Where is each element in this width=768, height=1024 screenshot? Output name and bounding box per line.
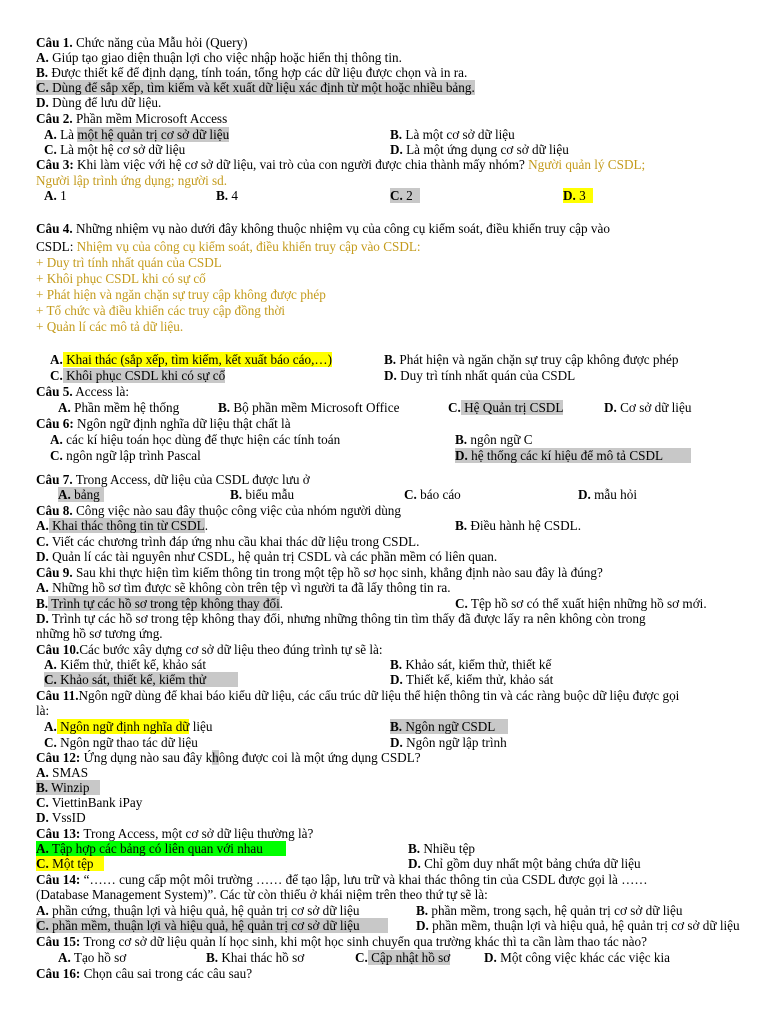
answer-option: C. ngôn ngữ lập trình Pascal: [50, 448, 201, 463]
question-9: [36, 565, 603, 580]
answer-option: D. Trình tự các hồ sơ trong tệp không thay đổi, nhưng những thông tin tìm thấy đã được lấy ra nên không còn trong: [36, 611, 646, 626]
answer-option: C. Cập nhật hồ sơ: [355, 950, 451, 965]
question-number: Câu 1.: [36, 35, 73, 50]
answer-option: D. mẫu hỏi: [578, 487, 637, 502]
question-number: Câu 11.: [36, 688, 79, 703]
question-4: [36, 221, 610, 236]
question-text: Chọn câu sai trong các câu sau?: [80, 966, 253, 981]
question-7: [36, 472, 310, 487]
answer-option: D. Cơ sở dữ liệu: [604, 400, 692, 415]
answer-option: C. Khôi phục CSDL khi có sự cố: [50, 368, 226, 383]
answer-option: A. Là một hệ quản trị cơ sở dữ liệu: [44, 127, 230, 142]
answer-option: A. Khai thác thông tin từ CSDL.: [36, 518, 208, 533]
note-item: + Duy trì tính nhất quán của CSDL: [36, 255, 222, 270]
answer-option-highlighted: C. Dùng để sắp xếp, tìm kiếm và kết xuất dữ liệu xác định từ một hoặc nhiều bảng.: [36, 80, 475, 95]
answer-option: B. Được thiết kế để định dạng, tính toán, tổng hợp các dữ liệu được chọn và in ra.: [36, 65, 468, 80]
question-number: Câu 10.: [36, 642, 80, 657]
question-text: Công việc nào sau đây thuộc công việc của nhóm người dùng: [72, 503, 401, 518]
answer-option: B. Khảo sát, kiểm thử, thiết kế: [390, 657, 552, 672]
answer-note: Người quản lý CSDL;: [528, 157, 646, 172]
question-number: Câu 13:: [36, 826, 81, 841]
answer-option: A. Những hồ sơ tìm được sẽ không còn trên tệp vì người ta đã lấy thông tin ra.: [36, 580, 451, 595]
question-number: Câu 7.: [36, 472, 73, 487]
answer-option-highlighted: C. Một tệp: [36, 856, 104, 871]
answer-option: A. phần cứng, thuận lợi và hiệu quả, hệ quản trị cơ sở dữ liệu: [36, 903, 360, 918]
answer-option-correct: A. Khai thác (sắp xếp, tìm kiếm, kết xuất báo cáo,…): [50, 352, 332, 367]
answer-option: A. SMAS: [36, 765, 89, 780]
answer-option: A. Tạo hồ sơ: [58, 950, 127, 965]
question-text: Phần mềm Microsoft Access: [72, 111, 228, 126]
answer-option: B. Nhiều tệp: [408, 841, 476, 856]
answer-option: A. Phần mềm hệ thống: [58, 400, 180, 415]
question-number: Câu 2.: [36, 111, 73, 126]
question-number: Câu 6:: [36, 416, 74, 431]
question-number: Câu 8.: [36, 503, 73, 518]
answer-option: D. Thiết kế, kiểm thử, khảo sát: [390, 672, 554, 687]
question-text: Access là:: [72, 384, 130, 399]
answer-option: B. biểu mẫu: [230, 487, 295, 502]
answer-note: Nhiệm vụ của công cụ kiểm soát, điều khiển truy cập vào CSDL:: [76, 239, 421, 254]
answer-option: A. Giúp tạo giao diện thuận lợi cho việc nhập hoặc hiển thị thông tin.: [36, 50, 402, 65]
answer-option-highlighted: C. phần mềm, thuận lợi và hiệu quả, hệ quản trị cơ sở dữ liệu: [36, 918, 388, 933]
question-text: Các bước xây dựng cơ sở dữ liệu theo đúng trình tự sẽ là:: [79, 642, 383, 657]
answer-option-correct: A. Tập hợp các bảng có liên quan với nhau: [36, 841, 286, 856]
answer-option: D. Một công việc khác các việc kia: [484, 950, 671, 965]
question-3: [36, 157, 645, 172]
answer-option: B. Trình tự các hồ sơ trong tệp không thay đổi.: [36, 596, 284, 611]
answer-option: C. Viết các chương trình đáp ứng nhu cầu khai thác dữ liệu trong CSDL.: [36, 534, 420, 549]
note-item: + Phát hiện và ngăn chặn sự truy cập không được phép: [36, 287, 326, 302]
answer-option: C. báo cáo: [404, 487, 461, 502]
question-2: [36, 111, 227, 126]
question-12: Câu 12: Ứng dụng nào sau đây không được coi là một ứng dụng CSDL?: [36, 750, 421, 765]
question-text: Khi làm việc với hệ cơ sở dữ liệu, vai trò của con người được chia thành mấy nhóm?: [73, 157, 529, 172]
question-number: Câu 14:: [36, 872, 81, 887]
question-text-cont: CSDL: Nhiệm vụ của công cụ kiểm soát, điều khiển truy cập vào CSDL:: [36, 239, 421, 254]
question-text: Ứng dụng nào sau đây k: [80, 750, 213, 765]
question-8: [36, 503, 401, 518]
answer-option: D. Quản lí các tài nguyên như CSDL, hệ quản trị CSDL và các phần mềm có liên quan.: [36, 549, 498, 564]
answer-option: D. Ngôn ngữ lập trình: [390, 735, 507, 750]
answer-option: D. Duy trì tính nhất quán của CSDL: [384, 368, 576, 383]
answer-option: B. phần mềm, trong sạch, hệ quản trị cơ sở dữ liệu: [416, 903, 683, 918]
answer-option: A. 1: [44, 188, 67, 203]
answer-note: Người lập trình ứng dụng; người sd.: [36, 173, 228, 188]
question-15: [36, 934, 647, 949]
question-text: Trong Access, một cơ sở dữ liệu thường là?: [80, 826, 314, 841]
answer-option: D. VssID: [36, 810, 86, 825]
question-number: Câu 9.: [36, 565, 73, 580]
question-number: Câu 16:: [36, 966, 81, 981]
answer-option: C. Hệ Quản trị CSDL: [448, 400, 564, 415]
question-text: “…… cung cấp một môi trường …… để tạo lập, lưu trữ và khai thác thông tin của CSDL được gọi là ……: [80, 872, 648, 887]
question-6: [36, 416, 291, 431]
question-number: Câu 5.: [36, 384, 73, 399]
answer-option-correct: A. Ngôn ngữ định nghĩa dữ liệu: [44, 719, 213, 734]
question-16: [36, 966, 252, 981]
answer-option: B. ngôn ngữ C: [455, 432, 533, 447]
answer-option: D. Chỉ gồm duy nhất một bảng chứa dữ liệu: [408, 856, 641, 871]
note-item: + Quản lí các mô tả dữ liệu.: [36, 319, 184, 334]
answer-option-highlighted: C. 2: [390, 188, 420, 203]
question-text-cont: là:: [36, 703, 50, 718]
answer-option-highlighted: A. bảng: [58, 487, 104, 502]
question-text: Ngôn ngữ định nghĩa dữ liệu thật chất là: [73, 416, 291, 431]
answer-option: B. 4: [216, 188, 238, 203]
question-number: Câu 15:: [36, 934, 81, 949]
question-text: Sau khi thực hiện tìm kiếm thông tin trong một tệp hồ sơ học sinh, khẳng định nào sau đây là đúng?: [72, 565, 603, 580]
answer-option: C. Tệp hồ sơ có thể xuất hiện những hồ sơ mới.: [455, 596, 707, 611]
question-14: [36, 872, 648, 887]
answer-option-highlighted: B. Winzip: [36, 780, 100, 795]
answer-option: B. Bộ phần mềm Microsoft Office: [218, 400, 400, 415]
question-text: Chức năng của Mẫu hỏi (Query): [72, 35, 248, 50]
question-number: Câu 3:: [36, 157, 74, 172]
answer-option: D. Là một ứng dụng cơ sở dữ liệu: [390, 142, 569, 157]
question-5: [36, 384, 129, 399]
answer-option: B. Điều hành hệ CSDL.: [455, 518, 582, 533]
answer-option: D. Dùng để lưu dữ liệu.: [36, 95, 162, 110]
question-text: Trong Access, dữ liệu của CSDL được lưu ở: [72, 472, 310, 487]
answer-option: C. Ngôn ngữ thao tác dữ liệu: [44, 735, 198, 750]
question-text: Ngôn ngữ dùng để khai báo kiểu dữ liệu, các cấu trúc dữ liệu thể hiện thông tin và các ràng buộc dữ liệu được gọi: [78, 688, 680, 703]
answer-option-highlighted: B. Ngôn ngữ CSDL: [390, 719, 508, 734]
answer-option: C. ViettinBank iPay: [36, 795, 143, 810]
question-text: Trong cơ sở dữ liệu quản lí học sinh, khi một học sinh chuyển qua trường khác thì ta cần làm thao tác nào?: [80, 934, 647, 949]
question-number: Câu 4.: [36, 221, 73, 236]
question-11: [36, 688, 679, 703]
answer-option-correct: D. 3: [563, 188, 593, 203]
answer-option: C. Là một hệ cơ sở dữ liệu: [44, 142, 186, 157]
answer-option: A. Kiểm thử, thiết kế, khảo sát: [44, 657, 207, 672]
answer-option: B. Khai thác hồ sơ: [206, 950, 305, 965]
answer-option-highlighted: C. Khảo sát, thiết kế, kiểm thử: [44, 672, 238, 687]
question-10: [36, 642, 383, 657]
question-text: Những nhiệm vụ nào dưới đây không thuộc nhiệm vụ của công cụ kiểm soát, điều khiển truy cập vào: [72, 221, 610, 236]
question-1: [36, 35, 248, 50]
answer-option: B. Là một cơ sở dữ liệu: [390, 127, 515, 142]
answer-option: B. Phát hiện và ngăn chặn sự truy cập không được phép: [384, 352, 679, 367]
note-item: + Tổ chức và điều khiển các truy cập đồng thời: [36, 303, 286, 318]
answer-option: A. các kí hiệu toán học dùng để thực hiện các tính toán: [50, 432, 341, 447]
question-text-cont: (Database Management System)”. Các từ còn thiếu ở khái niệm trên theo thứ tự sẽ là:: [36, 887, 488, 902]
question-13: [36, 826, 313, 841]
answer-option-cont: những hồ sơ tương ứng.: [36, 626, 163, 641]
question-number: Câu 12:: [36, 750, 81, 765]
answer-option: D. phần mềm, thuận lợi và hiệu quả, hệ quản trị cơ sở dữ liệu: [416, 918, 740, 933]
note-item: + Khôi phục CSDL khi có sự cố: [36, 271, 206, 286]
answer-option-highlighted: D. hệ thống các kí hiệu để mô tả CSDL: [455, 448, 691, 463]
